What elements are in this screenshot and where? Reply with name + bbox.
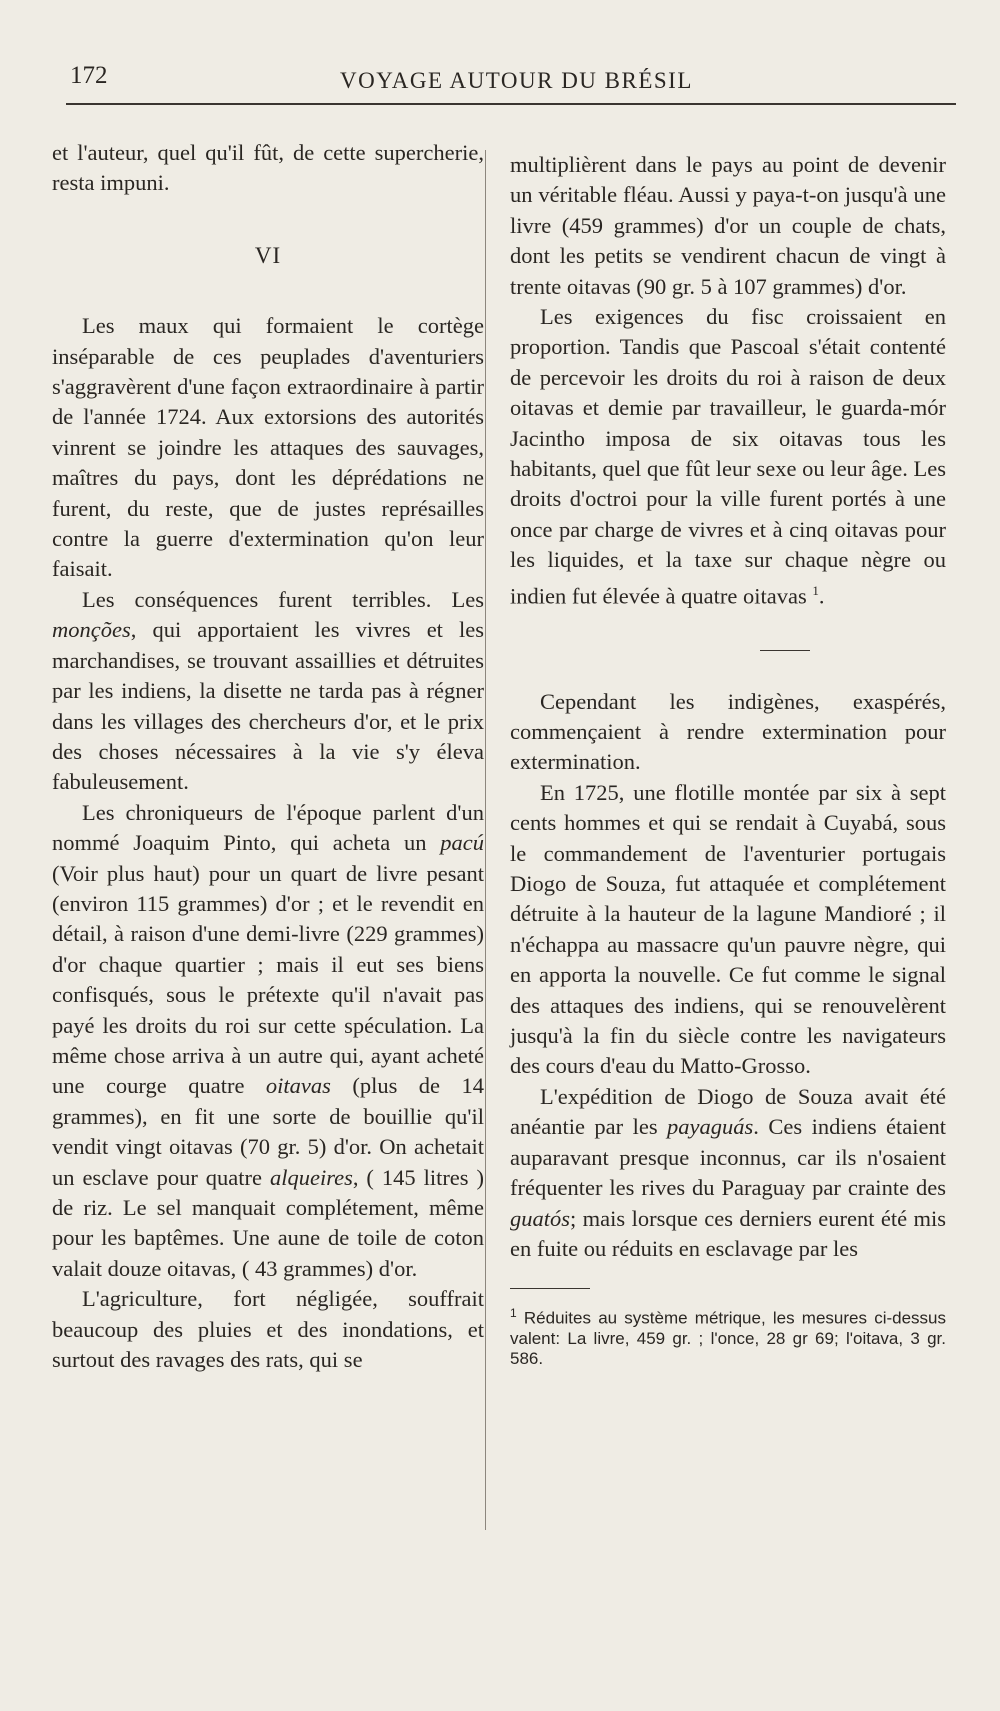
italic-term: pacú xyxy=(440,830,484,856)
right-column xyxy=(510,150,946,1369)
italic-term: guatós xyxy=(510,1205,571,1231)
text-run: (plus de 14 grammes), en fit une sorte de bouillie qu'il vendit vingt oitavas (70 gr. 5) d'or. On achetait un esclave pour quatre xyxy=(52,1073,484,1190)
paragraph xyxy=(510,302,946,612)
italic-term: oitavas xyxy=(265,1073,331,1099)
italic-term: monções xyxy=(52,617,131,643)
section-separator xyxy=(760,650,810,651)
paragraph: En 1725, une flotille montée par six à sept cents hommes et qui se rendait à Cuyabá, sous le commandement de l'aventurier portugais Diogo de Souza, fut attaquée et complétement détruite à la hauteur de la lagune Mandioré ; il n'échappa au massacre qu'un pauvre nègre, qui en apporta la nouvelle. Ce fut comme le signal des attaques des indiens, qui se renouvelèrent jusqu'à la fin du siècle contre les navigateurs des cours d'eau du Matto-Grosso. xyxy=(510,779,946,1079)
footnote-reference[interactable]: 1 xyxy=(812,582,819,598)
left-column xyxy=(52,138,484,1375)
text-run: . xyxy=(818,583,825,609)
footnote xyxy=(510,1303,946,1369)
section-number: VI xyxy=(254,242,282,268)
text-run: , qui apportaient les vivres et les marchandises, se trouvant assaillies et détruites par les indiens, la disette ne tarda pas à régner dans les villages des chercheurs d'or, et le prix des choses nécessaires à la vie s'y éleva fabuleusement. xyxy=(52,617,484,795)
running-title: VOYAGE AUTOUR DU BRÉSIL xyxy=(340,68,693,93)
header-rule xyxy=(66,103,956,105)
column-divider xyxy=(485,150,486,1530)
paragraph: Cependant les indigènes, exaspérés, commençaient à rendre extermination pour extermination. xyxy=(510,688,946,775)
paragraph: Les maux qui formaient le cortège inséparable de ces peuplades d'aventuriers s'aggravèrent d'une façon extraordinaire à partir de l'année 1724. Aux extorsions des autorités vinrent se joindre les attaques des sauvages, maîtres du pays, dont les déprédations ne furent, du reste, que de justes représailles contre la guerre d'extermination qu'on leur faisait. xyxy=(52,313,484,582)
text-run: (Voir plus haut) pour un quart de livre pesant (environ 115 grammes) d'or ; et le revendit en détail, à raison d'une demi-livre (229 grammes) d'or chaque quartier ; mais il eut ses biens confisqués, sous le prétexte qu'il n'avait pas payé les droits du roi sur cette spéculation. La même chose arriva à un autre qui, ayant acheté une courge quatre xyxy=(52,860,484,1099)
text-run: , ( 145 litres ) de riz. Le sel manquait complétement, même pour les baptêmes. Une aune de toile de coton valait douze oitavas, ( 43 grammes) d'or. xyxy=(52,1164,484,1281)
paragraph xyxy=(510,1082,946,1264)
text-run: . Ces indiens étaient auparavant presque inconnus, car ils n'osaient fréquenter les rives du Paraguay par crainte des xyxy=(510,1114,946,1201)
paragraph xyxy=(52,585,484,798)
italic-term: payaguás xyxy=(667,1114,754,1140)
text-run: Les exigences du fisc croissaient en proportion. Tandis que Pascoal s'était contenté de percevoir les droits du roi à raison de deux oitavas et demie par travailleur, le guarda-mór Jacintho imposa de six oitavas tous les habitants, quel que fût leur sexe ou leur âge. Les droits d'octroi pour la ville furent portés à une once par charge de vivres et à cinq oitavas pour les liquides, et la taxe sur chaque nègre ou indien fut élevée à quatre oitavas xyxy=(510,304,946,609)
paragraph: L'agriculture, fort négligée, souffrait beaucoup des pluies et des inondations, et surtout des ravages des rats, qui se xyxy=(52,1286,484,1373)
text-run: ; mais lorsque ces derniers eurent été mis en fuite ou réduits en esclavage par les xyxy=(510,1205,946,1261)
italic-term: alqueires xyxy=(269,1164,353,1190)
footnote-rule xyxy=(510,1288,590,1289)
paragraph xyxy=(52,798,484,1285)
text-run: Les chroniqueurs de l'époque parlent d'un nommé Joaquim Pinto, qui acheta un xyxy=(52,799,484,856)
text-run: Les conséquences furent terribles. Les xyxy=(82,586,484,612)
footnote-text: Réduites au système métrique, les mesures ci-dessus valent: La livre, 459 gr. ; l'once, 28 gr 69; l'oitava, 3 gr. 586. xyxy=(510,1308,946,1368)
paragraph: multiplièrent dans le pays au point de devenir un véritable fléau. Aussi y paya-t-on jusqu'à une livre (459 grammes) d'or un couple de chats, dont les petits se vendirent chacun de vingt à trente oitavas (90 gr. 5 à 107 grammes) d'or. xyxy=(510,152,946,299)
paragraph: et l'auteur, quel qu'il fût, de cette supercherie, resta impuni. xyxy=(52,140,484,196)
text-run: L'expédition de Diogo de Souza avait été anéantie par les xyxy=(510,1083,946,1140)
footnote-mark: 1 xyxy=(510,1306,517,1321)
page-number: 172 xyxy=(70,62,108,89)
